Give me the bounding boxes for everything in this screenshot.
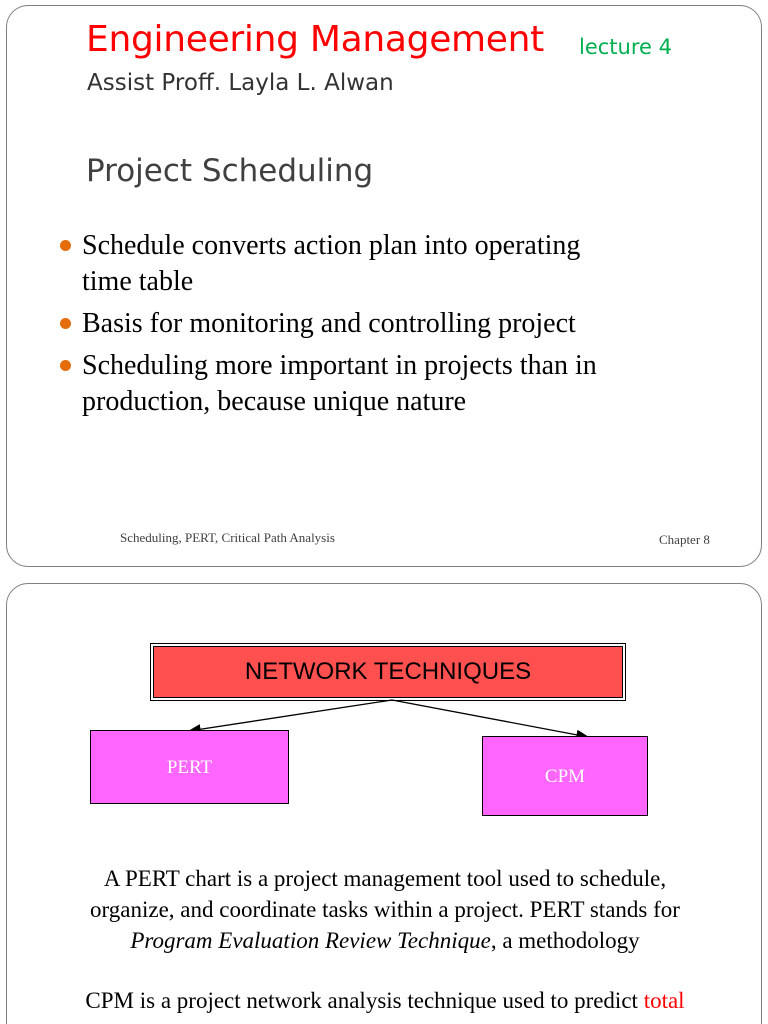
slide-1	[6, 5, 762, 567]
network-techniques-box: NETWORK TECHNIQUES	[153, 646, 623, 698]
bullet-item	[57, 228, 737, 300]
lecture-label: lecture 4	[579, 35, 672, 59]
cpm-description-text: CPM is a project network analysis technique used to predict	[85, 988, 644, 1013]
footer-chapter: Chapter 8	[659, 532, 710, 547]
footer-topic: Scheduling, PERT, Critical Path Analysis	[120, 530, 335, 545]
bullet-text: production, because unique nature	[82, 386, 467, 417]
bullet-text: Basis for monitoring and controlling project	[82, 308, 576, 339]
pert-description-line: A PERT chart is a project management tool used to schedule,	[103, 866, 667, 891]
author-name: Assist Proff. Layla L. Alwan	[87, 70, 394, 96]
cpm-description	[27, 985, 743, 1016]
pert-description-tail: , a methodology	[490, 928, 640, 953]
bullet-list	[57, 228, 737, 426]
pert-full-name: Program Evaluation Review Technique	[130, 928, 491, 953]
bullet-item	[57, 348, 737, 420]
bullet-dot-icon	[60, 360, 71, 371]
slide-title: Engineering Management	[86, 19, 544, 60]
pert-box: PERT	[90, 730, 289, 804]
cpm-box: CPM	[482, 736, 648, 816]
diagram-arrows	[7, 584, 762, 844]
bullet-item	[57, 306, 737, 342]
slide-2	[6, 583, 762, 1024]
pert-description	[27, 863, 743, 956]
arrow-to-pert	[189, 700, 392, 731]
arrow-to-cpm	[392, 700, 588, 737]
bullet-text: time table	[82, 266, 194, 297]
slide-subtitle: Project Scheduling	[86, 153, 374, 189]
bullet-dot-icon	[60, 240, 71, 251]
pert-description-line: organize, and coordinate tasks within a project. PERT stands for	[90, 897, 680, 922]
bullet-text: Schedule converts action plan into operating	[82, 230, 581, 261]
bullet-dot-icon	[60, 318, 71, 329]
cpm-highlight: total	[643, 988, 685, 1013]
bullet-text: Scheduling more important in projects than in	[82, 350, 597, 381]
